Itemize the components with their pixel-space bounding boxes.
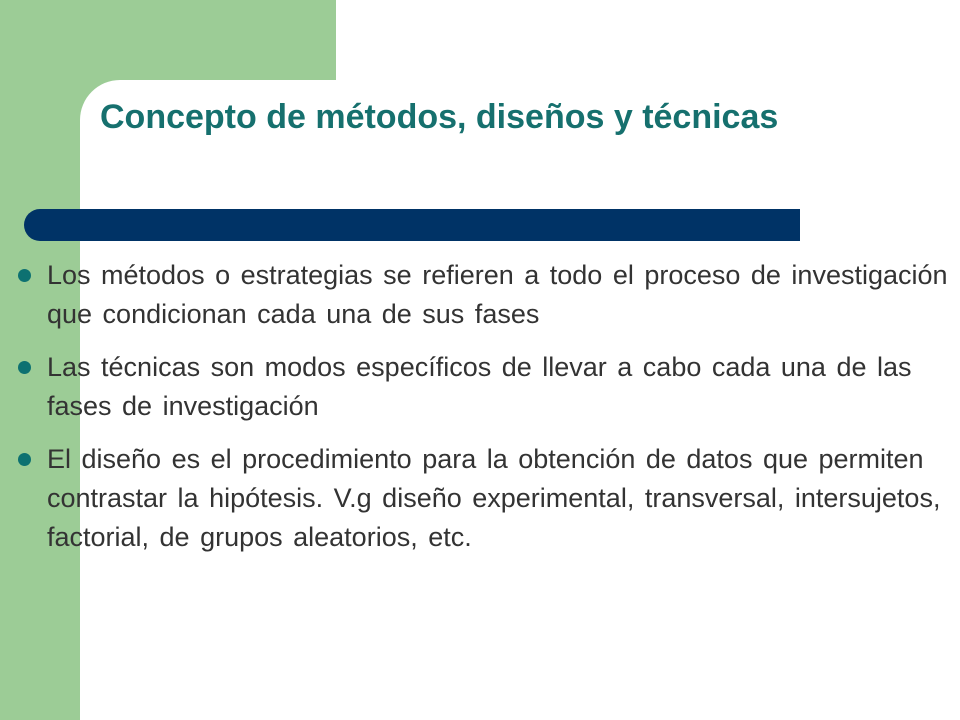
bullet-dot-icon xyxy=(18,453,31,466)
bullet-dot-icon xyxy=(18,361,31,374)
bullet-text: El diseño es el procedimiento para la obtención de datos que permiten contrastar la hipótesis. V.g diseño experimental, transversal, intersujetos, factorial, de grupos aleatorios, etc. xyxy=(47,444,941,552)
bullet-item-techniques xyxy=(18,348,948,426)
bullet-text: Las técnicas son modos específicos de llevar a cabo cada una de las fases de investigación xyxy=(47,352,912,421)
bullet-dot-icon xyxy=(18,269,31,282)
bullet-item-design xyxy=(18,440,948,557)
bullet-item-methods xyxy=(18,256,948,334)
title-rule-bar xyxy=(24,209,800,241)
bullet-text: Los métodos o estrategias se refieren a todo el proceso de investigación que condicionan cada una de sus fases xyxy=(47,260,948,329)
bullet-list xyxy=(18,256,948,571)
slide-title: Concepto de métodos, diseños y técnicas xyxy=(100,98,779,136)
